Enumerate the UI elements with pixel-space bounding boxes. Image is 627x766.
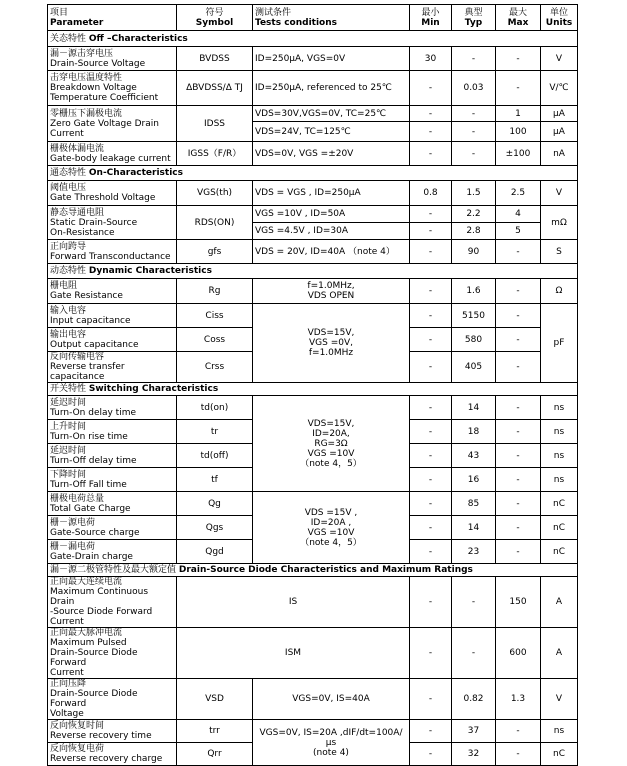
min-cell: - [410, 743, 452, 766]
table-row [48, 577, 578, 628]
typ-cell: 580 [452, 328, 496, 352]
param-cell: 输入电容 Input capacitance [48, 304, 177, 328]
typ-cell: 0.82 [452, 679, 496, 720]
typ-cell: 405 [452, 352, 496, 383]
typ-cell: - [452, 628, 496, 679]
section-title: 漏－源二极管特性及最大额定值 Drain-Source Diode Characteristics and Maximum Ratings [48, 564, 578, 577]
section-title: 动态特性 Dynamic Characteristics [48, 264, 578, 279]
typ-cell: 37 [452, 720, 496, 743]
unit-cell: V [541, 181, 578, 206]
symbol-cell: td(off) [177, 444, 253, 468]
section-on [48, 166, 578, 181]
max-cell: - [496, 304, 541, 328]
unit-cell: ns [541, 720, 578, 743]
table-row [48, 720, 578, 743]
min-cell: - [410, 679, 452, 720]
max-cell: ±100 [496, 142, 541, 166]
table-row [48, 240, 578, 264]
condition-cell: VDS=0V, VGS =±20V [253, 142, 410, 166]
min-cell: - [410, 279, 452, 304]
typ-cell: - [452, 122, 496, 142]
typ-cell: - [452, 577, 496, 628]
table-row [48, 396, 578, 420]
max-cell: - [496, 352, 541, 383]
max-cell: - [496, 328, 541, 352]
min-cell: - [410, 396, 452, 420]
max-cell: 150 [496, 577, 541, 628]
condition-cell: VDS = VGS , ID=250μA [253, 181, 410, 206]
param-cell: 击穿电压温度特性 Breakdown Voltage Temperature Coefficient [48, 71, 177, 106]
symbol-cell: VGS(th) [177, 181, 253, 206]
symbol-cell: td(on) [177, 396, 253, 420]
param-cell: 输出电容 Output capacitance [48, 328, 177, 352]
unit-cell: ns [541, 444, 578, 468]
max-cell: - [496, 743, 541, 766]
max-cell: - [496, 720, 541, 743]
unit-cell: nC [541, 516, 578, 540]
max-cell: - [496, 540, 541, 564]
max-cell: 1.3 [496, 679, 541, 720]
typ-cell: - [452, 47, 496, 71]
max-cell: - [496, 71, 541, 106]
condition-cell: VDS=30V,VGS=0V, TC=25℃ [253, 106, 410, 122]
unit-cell: V [541, 679, 578, 720]
param-cell: 栅极电荷总量 Total Gate Charge [48, 492, 177, 516]
condition-cell: VDS=15V, ID=20A, RG=3Ω VGS =10V （note 4，5） [253, 396, 410, 492]
param-cell: 正向跨导 Forward Transconductance [48, 240, 177, 264]
min-cell: - [410, 492, 452, 516]
section-switching [48, 383, 578, 396]
param-cell: 栅极体漏电流 Gate-body leakage current [48, 142, 177, 166]
typ-cell: 43 [452, 444, 496, 468]
max-cell: - [496, 516, 541, 540]
min-cell: - [410, 106, 452, 122]
max-cell: 5 [496, 223, 541, 240]
header-conditions: 测试条件 Tests conditions [253, 5, 410, 31]
electrical-characteristics-sheet [47, 4, 577, 766]
section-title: 关态特性 Off –Characteristics [48, 31, 578, 47]
symbol-cell: tf [177, 468, 253, 492]
section-dynamic [48, 264, 578, 279]
symbol-cell: trr [177, 720, 253, 743]
symbol-cell: RDS(ON) [177, 206, 253, 240]
unit-cell: ns [541, 420, 578, 444]
header-row [48, 5, 578, 31]
typ-cell: 90 [452, 240, 496, 264]
max-cell: - [496, 396, 541, 420]
param-cell: 延迟时间 Turn-Off delay time [48, 444, 177, 468]
symbol-cell: VSD [177, 679, 253, 720]
unit-cell: nC [541, 540, 578, 564]
param-cell: 上升时间 Turn-On rise time [48, 420, 177, 444]
param-cell: 正向最大连续电流 Maximum Continuous Drain -Source Diode Forward Current [48, 577, 177, 628]
condition-cell: VDS = 20V, ID=40A （note 4） [253, 240, 410, 264]
table-row [48, 628, 578, 679]
header-min: 最小 Min [410, 5, 452, 31]
min-cell: - [410, 304, 452, 328]
condition-cell: VDS=24V, TC=125℃ [253, 122, 410, 142]
unit-cell: V/℃ [541, 71, 578, 106]
min-cell: - [410, 122, 452, 142]
param-cell: 漏－源击穿电压 Drain-Source Voltage [48, 47, 177, 71]
unit-cell: S [541, 240, 578, 264]
param-cell: 静态导通电阻 Static Drain-Source On-Resistance [48, 206, 177, 240]
typ-cell: 14 [452, 516, 496, 540]
symbol-cell: Ciss [177, 304, 253, 328]
min-cell: - [410, 720, 452, 743]
typ-cell: 23 [452, 540, 496, 564]
symbol-cell: Qg [177, 492, 253, 516]
condition-cell: VGS=0V, IS=40A [253, 679, 410, 720]
param-cell: 正向压降 Drain-Source Diode Forward Voltage [48, 679, 177, 720]
min-cell: - [410, 516, 452, 540]
typ-cell: 1.6 [452, 279, 496, 304]
typ-cell: 16 [452, 468, 496, 492]
header-parameter: 项目 Parameter [48, 5, 177, 31]
min-cell: - [410, 444, 452, 468]
typ-cell: - [452, 106, 496, 122]
min-cell: - [410, 628, 452, 679]
unit-cell: ns [541, 468, 578, 492]
symbol-cell: Qgd [177, 540, 253, 564]
header-max: 最大 Max [496, 5, 541, 31]
min-cell: - [410, 420, 452, 444]
min-cell: - [410, 142, 452, 166]
table-row [48, 47, 578, 71]
min-cell: - [410, 240, 452, 264]
condition-cell: VGS =4.5V , ID=30A [253, 223, 410, 240]
condition-cell: VGS =10V , ID=50A [253, 206, 410, 223]
table-row [48, 106, 578, 122]
typ-cell: 0.03 [452, 71, 496, 106]
min-cell: - [410, 223, 452, 240]
symbol-cell: ISM [177, 628, 410, 679]
header-symbol: 符号 Symbol [177, 5, 253, 31]
typ-cell: 1.5 [452, 181, 496, 206]
symbol-cell: Qrr [177, 743, 253, 766]
max-cell: 100 [496, 122, 541, 142]
param-cell: 反向恢复时间 Reverse recovery time [48, 720, 177, 743]
symbol-cell: IGSS（F/R） [177, 142, 253, 166]
unit-cell: Ω [541, 279, 578, 304]
unit-cell: μA [541, 106, 578, 122]
typ-cell: 18 [452, 420, 496, 444]
min-cell: - [410, 468, 452, 492]
param-cell: 零栅压下漏极电流 Zero Gate Voltage Drain Current [48, 106, 177, 142]
param-cell: 栅－源电荷 Gate-Source charge [48, 516, 177, 540]
typ-cell: 85 [452, 492, 496, 516]
param-cell: 正向最大脉冲电流 Maximum Pulsed Drain-Source Diode Forward Current [48, 628, 177, 679]
symbol-cell: Qgs [177, 516, 253, 540]
min-cell: - [410, 540, 452, 564]
param-cell: 反向恢复电荷 Reverse recovery charge [48, 743, 177, 766]
max-cell: - [496, 420, 541, 444]
symbol-cell: Rg [177, 279, 253, 304]
table-row [48, 304, 578, 328]
section-diode [48, 564, 578, 577]
symbol-cell: ΔBVDSS/Δ TJ [177, 71, 253, 106]
symbol-cell: Coss [177, 328, 253, 352]
header-units: 单位 Units [541, 5, 578, 31]
max-cell: - [496, 47, 541, 71]
typ-cell: 14 [452, 396, 496, 420]
max-cell: - [496, 492, 541, 516]
table-row [48, 181, 578, 206]
param-cell: 反向传输电容 Reverse transfer capacitance [48, 352, 177, 383]
section-title: 开关特性 Switching Characteristics [48, 383, 578, 396]
min-cell: - [410, 206, 452, 223]
max-cell: 2.5 [496, 181, 541, 206]
symbol-cell: Crss [177, 352, 253, 383]
typ-cell: 5150 [452, 304, 496, 328]
min-cell: 0.8 [410, 181, 452, 206]
param-cell: 栅电阻 Gate Resistance [48, 279, 177, 304]
max-cell: 1 [496, 106, 541, 122]
table-row [48, 142, 578, 166]
param-cell: 栅－漏电荷 Gate-Drain charge [48, 540, 177, 564]
condition-cell: VGS=0V, IS=20A ,dIF/dt=100A/μs (note 4) [253, 720, 410, 766]
max-cell: 4 [496, 206, 541, 223]
symbol-cell: gfs [177, 240, 253, 264]
unit-cell: nA [541, 142, 578, 166]
unit-cell: A [541, 577, 578, 628]
unit-cell: mΩ [541, 206, 578, 240]
unit-cell: A [541, 628, 578, 679]
unit-cell: pF [541, 304, 578, 383]
min-cell: - [410, 352, 452, 383]
min-cell: - [410, 71, 452, 106]
table-row [48, 279, 578, 304]
table-row [48, 679, 578, 720]
max-cell: - [496, 468, 541, 492]
spec-table [47, 4, 578, 766]
unit-cell: V [541, 47, 578, 71]
min-cell: - [410, 328, 452, 352]
condition-cell: VDS=15V, VGS =0V, f=1.0MHz [253, 304, 410, 383]
table-row [48, 71, 578, 106]
symbol-cell: tr [177, 420, 253, 444]
param-cell: 延迟时间 Turn-On delay time [48, 396, 177, 420]
condition-cell: VDS =15V , ID=20A , VGS =10V （note 4，5） [253, 492, 410, 564]
typ-cell: - [452, 142, 496, 166]
typ-cell: 2.2 [452, 206, 496, 223]
max-cell: - [496, 240, 541, 264]
min-cell: 30 [410, 47, 452, 71]
min-cell: - [410, 577, 452, 628]
condition-cell: f=1.0MHz, VDS OPEN [253, 279, 410, 304]
typ-cell: 32 [452, 743, 496, 766]
symbol-cell: IS [177, 577, 410, 628]
max-cell: - [496, 279, 541, 304]
table-row [48, 492, 578, 516]
max-cell: - [496, 444, 541, 468]
typ-cell: 2.8 [452, 223, 496, 240]
unit-cell: μA [541, 122, 578, 142]
table-row [48, 206, 578, 223]
unit-cell: nC [541, 743, 578, 766]
symbol-cell: BVDSS [177, 47, 253, 71]
max-cell: 600 [496, 628, 541, 679]
section-off [48, 31, 578, 47]
param-cell: 下降时间 Turn-Off Fall time [48, 468, 177, 492]
param-cell: 阈值电压 Gate Threshold Voltage [48, 181, 177, 206]
unit-cell: nC [541, 492, 578, 516]
condition-cell: ID=250μA, VGS=0V [253, 47, 410, 71]
condition-cell: ID=250μA, referenced to 25℃ [253, 71, 410, 106]
symbol-cell: IDSS [177, 106, 253, 142]
unit-cell: ns [541, 396, 578, 420]
header-typ: 典型 Typ [452, 5, 496, 31]
section-title: 通态特性 On-Characteristics [48, 166, 578, 181]
